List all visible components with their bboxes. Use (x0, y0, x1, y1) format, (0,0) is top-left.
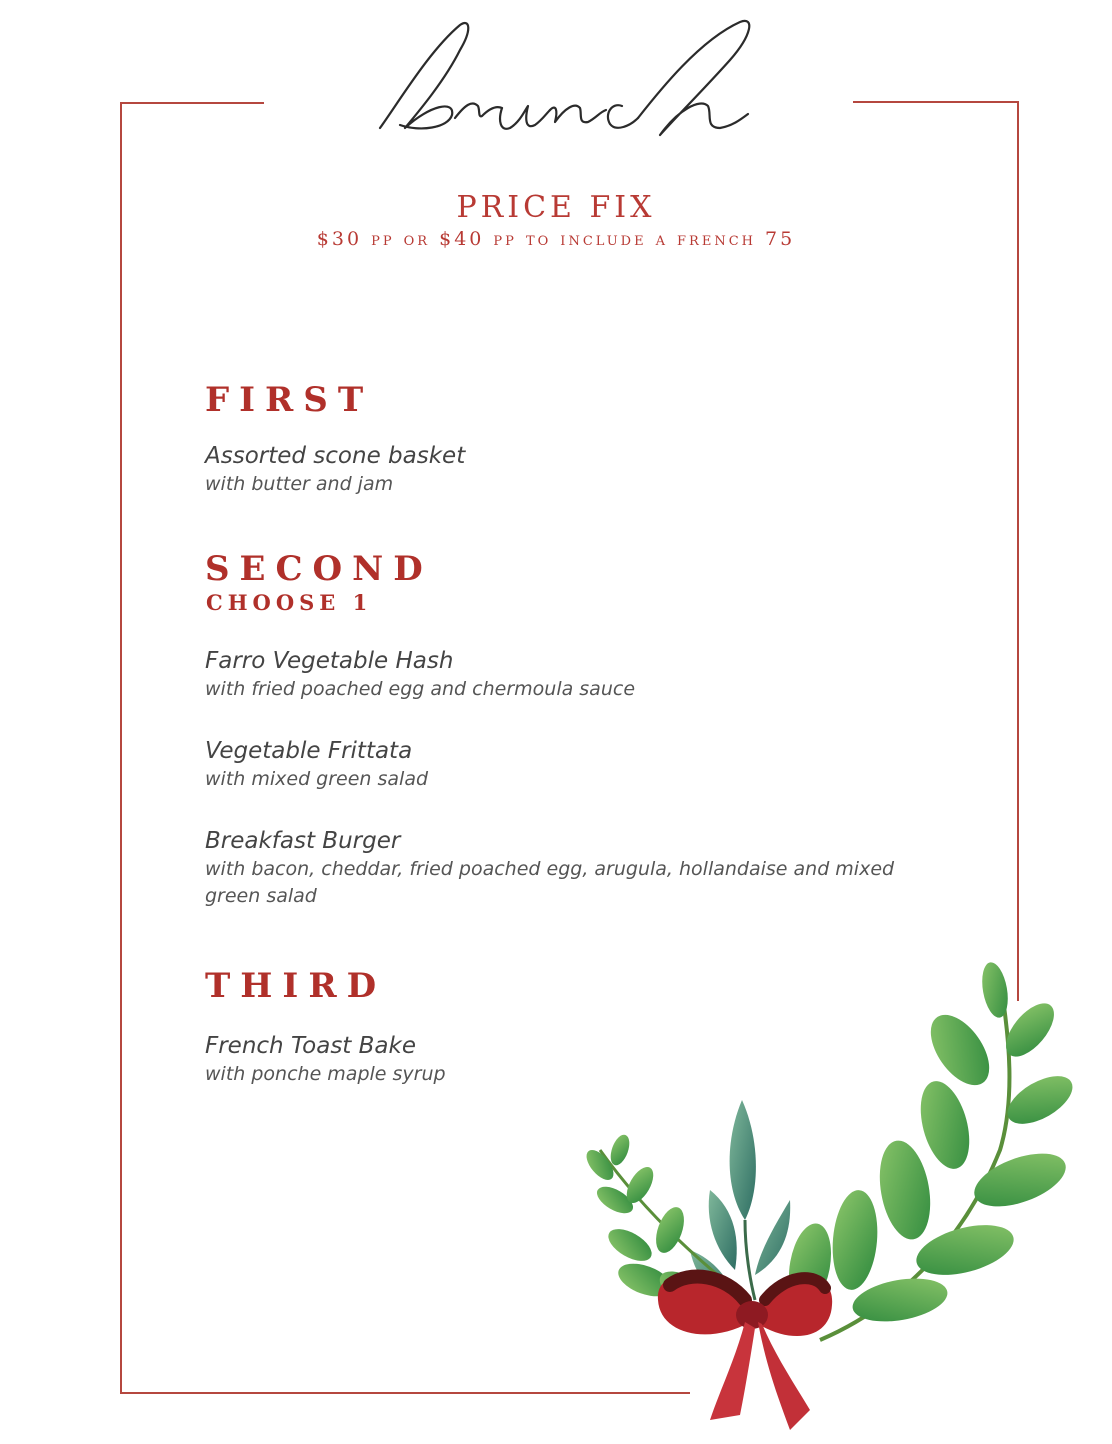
section-heading-second: SECOND (205, 549, 433, 589)
frame-top-right-line (853, 101, 1019, 103)
price-fix-subtitle: $30 pp or $40 pp to include a french 75 (316, 228, 796, 250)
menu-item-name: Breakfast Burger (205, 828, 401, 854)
frame-top-left-line (120, 102, 264, 104)
menu-item-description: with ponche maple syrup (205, 1063, 446, 1085)
menu-item-name: Assorted scone basket (205, 443, 466, 469)
menu-item (205, 441, 895, 498)
menu-item (205, 646, 895, 703)
greenery-bow-illustration (560, 950, 1080, 1440)
section-heading-third: THIRD (205, 966, 387, 1006)
menu-item-description: with fried poached egg and chermoula sauce (205, 678, 636, 700)
menu-item-description: with bacon, cheddar, fried poached egg, arugula, hollandaise and mixed green salad (205, 858, 895, 907)
menu-item-name: Vegetable Frittata (205, 738, 413, 764)
menu-item-name: Farro Vegetable Hash (205, 648, 454, 674)
brunch-script-title (360, 10, 760, 170)
menu-item-description: with butter and jam (205, 473, 394, 495)
menu-item (205, 736, 895, 793)
section-subheading-choose: CHOOSE 1 (206, 590, 373, 615)
frame-left-line (120, 102, 122, 1394)
ribbon-bow-icon (658, 1277, 832, 1430)
price-fix-title: PRICE FIX (456, 190, 656, 225)
menu-item-name: French Toast Bake (205, 1033, 416, 1059)
section-heading-first: FIRST (205, 380, 374, 420)
menu-item (205, 826, 895, 910)
menu-item-description: with mixed green salad (205, 768, 429, 790)
